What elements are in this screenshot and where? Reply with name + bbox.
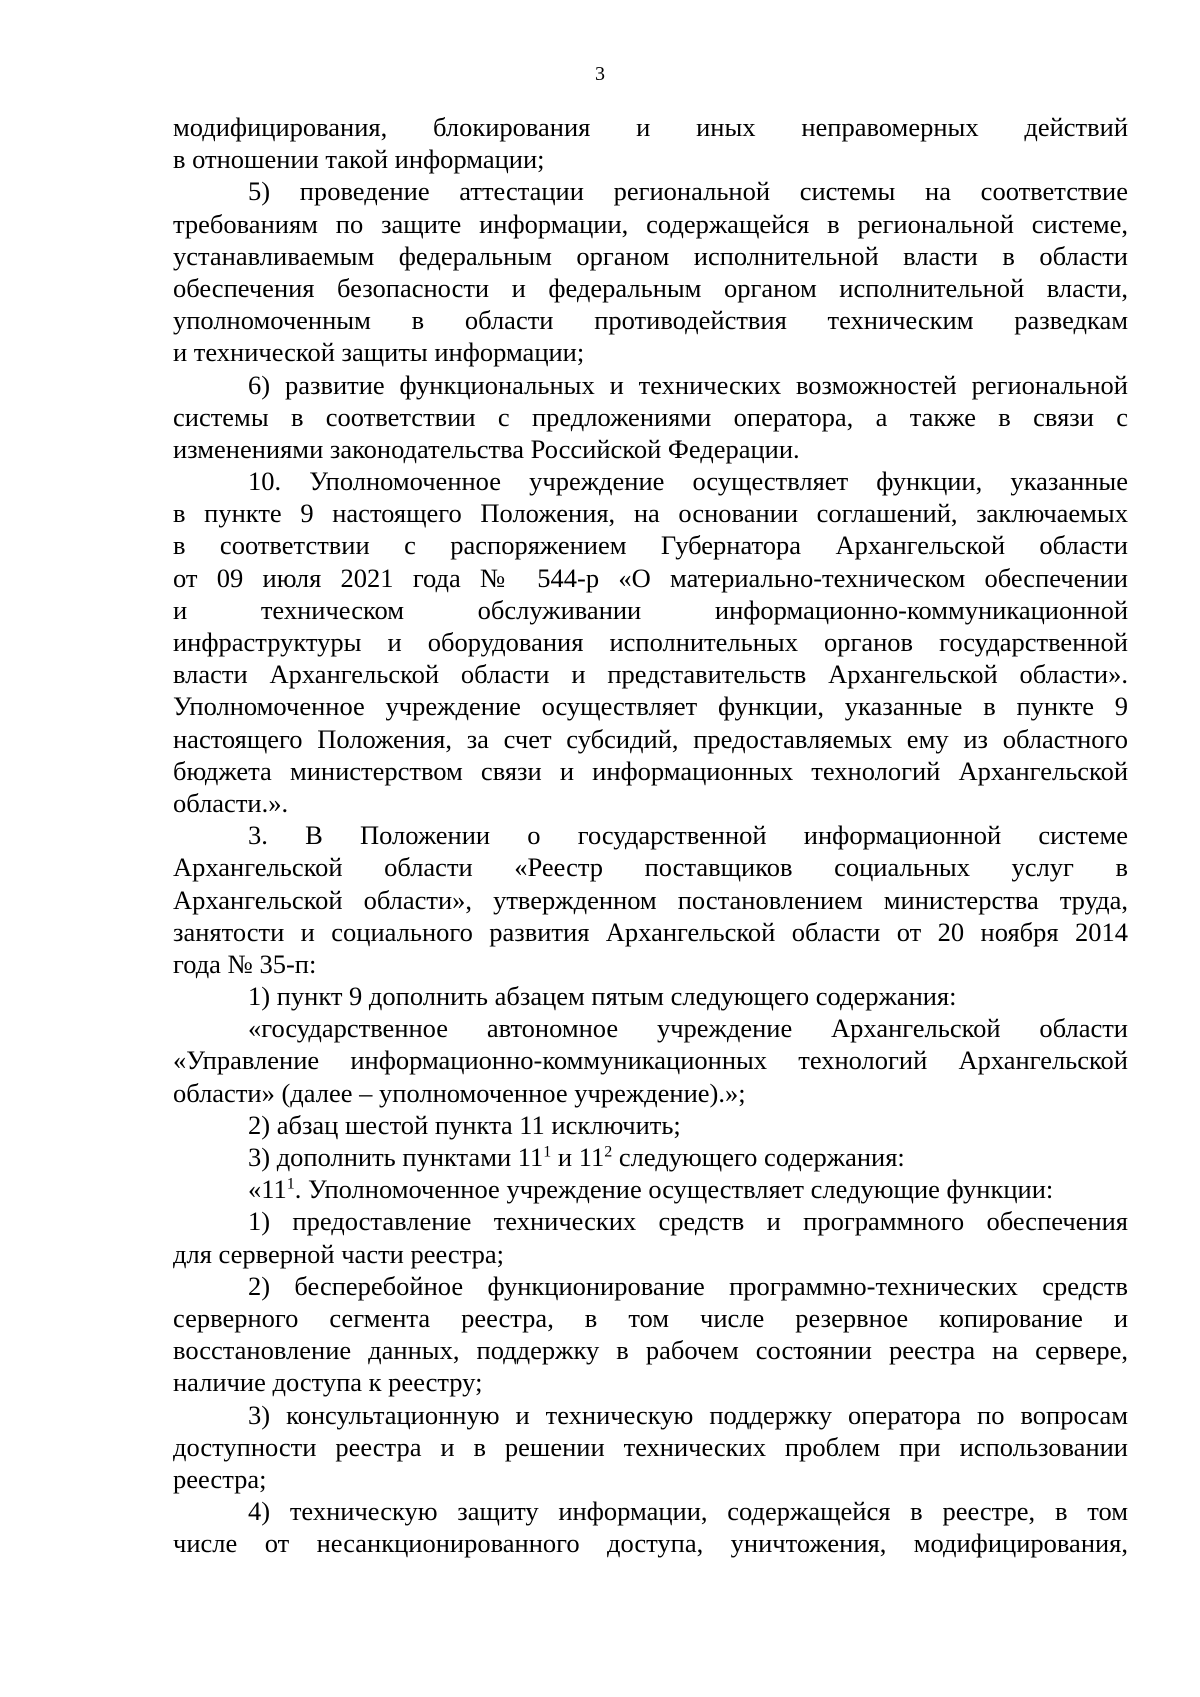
text-line: восстановление данных, поддержку в рабочем состоянии реестра на сервере, <box>173 1335 1128 1366</box>
text-line: занятости и социального развития Архангельской области от 20 ноября 2014 <box>173 916 1128 947</box>
text-line: устанавливаемым федеральным органом исполнительной власти в области <box>173 240 1128 271</box>
text-line: 10. Уполномоченное учреждение осуществляет функции, указанные <box>248 466 1128 497</box>
text-line: 3. В Положении о государственной информационной системе <box>248 820 1128 851</box>
text-fragment: . Уполномоченное учреждение осуществляет следующие функции: <box>294 1174 1054 1205</box>
superscript: 1 <box>543 1143 552 1161</box>
text-line: власти Архангельской области и представительств Архангельской области». <box>173 659 1128 690</box>
text-line: инфраструктуры и оборудования исполнительных органов государственной <box>173 627 1128 657</box>
text-line: числе от несанкционированного доступа, уничтожения, модифицирования, <box>173 1528 1128 1559</box>
text-line: 1) пункт 9 дополнить абзацем пятым следующего содержания: <box>248 981 957 1012</box>
text-line: реестра; <box>173 1463 267 1494</box>
text-fragment: «11 <box>248 1174 287 1205</box>
superscript: 1 <box>286 1175 295 1193</box>
text-line: Уполномоченное учреждение осуществляет функции, указанные в пункте 9 <box>173 691 1128 722</box>
text-line: и техническом обслуживании информационно-коммуникационной <box>173 594 1128 625</box>
text-line: для серверной части реестра; <box>173 1238 504 1269</box>
text-fragment: 3) дополнить пунктами 11 <box>248 1142 544 1172</box>
page-number: 3 <box>595 63 605 85</box>
text-line: обеспечения безопасности и федеральным органом исполнительной власти, <box>173 272 1128 303</box>
text-line: модифицирования, блокирования и иных неправомерных действий <box>173 112 1128 142</box>
text-line: 4) техническую защиту информации, содержащейся в реестре, в том <box>248 1496 1128 1527</box>
text-line: 6) развитие функциональных и технических возможностей региональной <box>248 369 1128 400</box>
text-line: наличие доступа к реестру; <box>173 1367 483 1398</box>
text-fragment: и 11 <box>551 1142 605 1172</box>
text-line: бюджета министерством связи и информационных технологий Архангельской <box>173 755 1128 786</box>
text-line: от 09 июля 2021 года № 544-р «О материально-техническом обеспечении <box>173 562 1128 593</box>
text-line: области» (далее – уполномоченное учреждение).»; <box>173 1077 746 1108</box>
text-line: системы в соответствии с предложениями оператора, а также в связи с <box>173 401 1128 432</box>
text-line <box>173 1173 1128 1205</box>
text-line: изменениями законодательства Российской Федерации. <box>173 433 800 464</box>
text-line: в соответствии с распоряжением Губернатора Архангельской области <box>173 530 1128 561</box>
text-line: 1) предоставление технических средств и программного обеспечения <box>248 1206 1128 1237</box>
text-line: уполномоченным в области противодействия техническим разведкам <box>173 305 1128 336</box>
text-line: и технической защиты информации; <box>173 337 585 368</box>
text-line: области.». <box>173 787 289 818</box>
text-line: «Управление информационно-коммуникационных технологий Архангельской <box>173 1045 1128 1076</box>
text-line: 5) проведение аттестации региональной системы на соответствие <box>248 176 1128 207</box>
text-line: Архангельской области», утвержденном постановлением министерства труда, <box>173 884 1128 915</box>
text-line <box>173 1141 1128 1173</box>
text-line: «государственное автономное учреждение Архангельской области <box>248 1013 1128 1044</box>
superscript: 2 <box>604 1143 613 1161</box>
text-line: требованиям по защите информации, содержащейся в региональной системе, <box>173 208 1128 239</box>
text-line: 3) консультационную и техническую поддержку оператора по вопросам <box>248 1399 1128 1430</box>
text-line: настоящего Положения, за счет субсидий, предоставляемых ему из областного <box>173 723 1128 754</box>
text-line: серверного сегмента реестра, в том числе резервное копирование и <box>173 1302 1128 1333</box>
text-line: 2) абзац шестой пункта 11 исключить; <box>248 1109 681 1140</box>
text-line: в пункте 9 настоящего Положения, на основании соглашений, заключаемых <box>173 498 1128 529</box>
text-line: в отношении такой информации; <box>173 144 545 175</box>
text-line: года № 35-п: <box>173 948 317 979</box>
text-fragment: следующего содержания: <box>612 1142 905 1172</box>
text-line: 2) бесперебойное функционирование программно-технических средств <box>248 1270 1128 1301</box>
text-line: Архангельской области «Реестр поставщиков социальных услуг в <box>173 852 1128 883</box>
document-body <box>173 111 1128 1559</box>
text-line: доступности реестра и в решении технических проблем при использовании <box>173 1431 1128 1462</box>
